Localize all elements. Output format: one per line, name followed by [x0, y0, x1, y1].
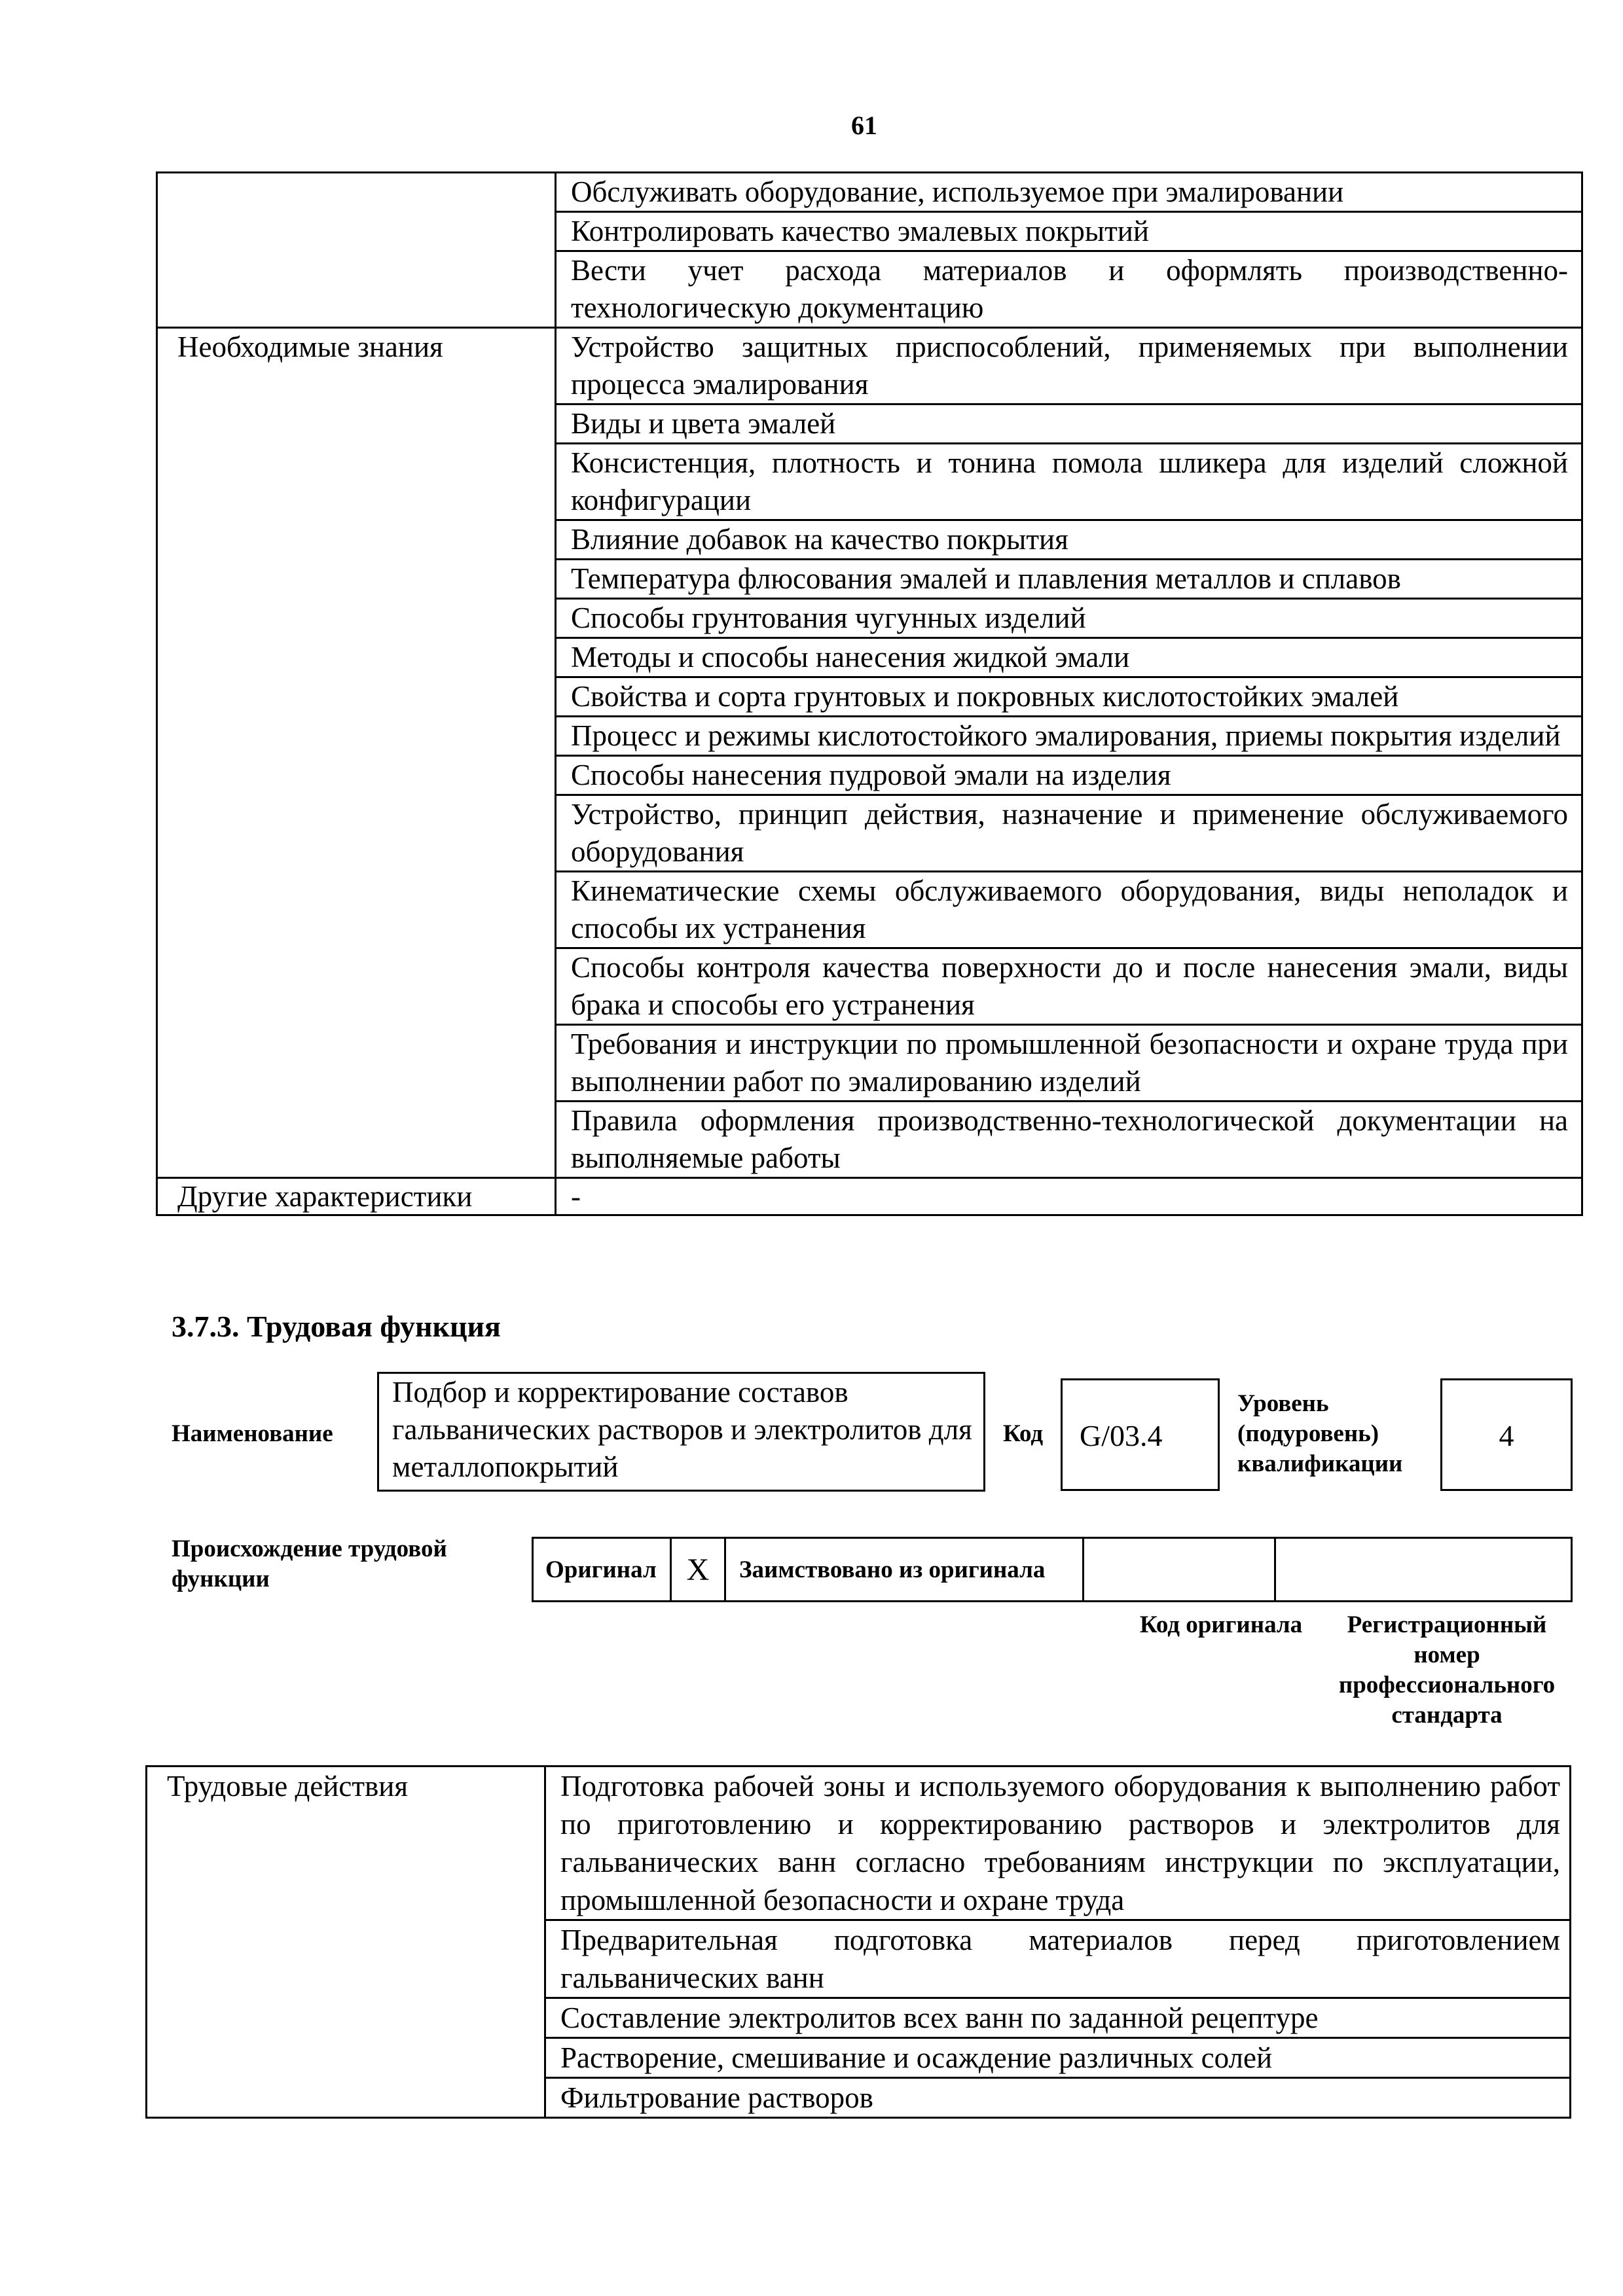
knowledge-item: Влияние добавок на качество покрытия	[556, 520, 1582, 560]
action-item: Составление электролитов всех ванн по заданной рецептуре	[545, 1998, 1571, 2038]
knowledge-item: Температура флюсования эмалей и плавления металлов и сплавов	[556, 560, 1582, 599]
other-characteristics-value: -	[556, 1178, 1582, 1215]
knowledge-item: Виды и цвета эмалей	[556, 404, 1582, 444]
action-item: Предварительная подготовка материалов перед приготовлением гальванических ванн	[545, 1920, 1571, 1998]
knowledge-item: Требования и инструкции по промышленной безопасности и охране труда при выполнении работ по эмалированию изделий	[556, 1025, 1582, 1102]
origin-borrowed-label: Заимствовано из оригинала	[725, 1538, 1084, 1602]
section-heading: 3.7.3. Трудовая функция	[172, 1310, 501, 1343]
origin-original-mark: X	[671, 1538, 725, 1602]
knowledge-item: Устройство, принцип действия, назначение и применение обслуживаемого оборудования	[556, 795, 1582, 872]
qualification-level-label: Уровень (подуровень) квалификации	[1237, 1390, 1403, 1477]
table-row	[157, 1178, 1582, 1215]
knowledge-item: Способы контроля качества поверхности до и после нанесения эмали, виды брака и способы его устранения	[556, 948, 1582, 1025]
knowledge-item: Правила оформления производственно-технологической документации на выполняемые работы	[556, 1102, 1582, 1178]
origin-original-label: Оригинал	[533, 1538, 671, 1602]
action-item: Фильтрование растворов	[545, 2078, 1571, 2118]
knowledge-item: Методы и способы нанесения жидкой эмали	[556, 638, 1582, 677]
table-row	[533, 1538, 1572, 1602]
empty-label-cell	[157, 173, 556, 328]
knowledge-item: Консистенция, плотность и тонина помола шликера для изделий сложной конфигурации	[556, 444, 1582, 520]
skills-knowledge-table	[156, 171, 1583, 1216]
other-characteristics-label: Другие характеристики	[157, 1178, 556, 1215]
labour-actions-table	[145, 1765, 1571, 2119]
code-label: Код	[1003, 1420, 1044, 1447]
knowledge-item: Способы нанесения пудровой эмали на изделия	[556, 756, 1582, 795]
skill-item: Обслуживать оборудование, используемое при эмалировании	[556, 173, 1582, 212]
origin-label: Происхождение трудовой функции	[172, 1535, 447, 1592]
action-item: Подготовка рабочей зоны и используемого оборудования к выполнению работ по приготовлению и корректированию растворов и электролитов для гальванических ванн согласно требованиям инструкции по эксплуатации, промышленной безопасности и охране труда	[545, 1767, 1571, 1920]
caption-registration-number: Регистрационный номер профессионального стандарта	[1338, 1611, 1556, 1729]
skill-item: Контролировать качество эмалевых покрытий	[556, 212, 1582, 251]
function-name-box: Подбор и корректирование составов гальванических растворов и электролитов для металлопокрытий	[377, 1372, 985, 1492]
page-number: 61	[851, 111, 877, 140]
origin-table	[532, 1537, 1573, 1602]
function-code-box: G/03.4	[1061, 1378, 1220, 1491]
knowledge-item: Устройство защитных приспособлений, применяемых при выполнении процесса эмалирования	[556, 328, 1582, 404]
knowledge-label: Необходимые знания	[157, 328, 556, 1178]
table-row	[147, 1767, 1571, 1920]
knowledge-item: Кинематические схемы обслуживаемого оборудования, виды неполадок и способы их устранения	[556, 872, 1582, 948]
origin-reg-number-cell	[1275, 1538, 1572, 1602]
knowledge-item: Процесс и режимы кислотостойкого эмалирования, приемы покрытия изделий	[556, 717, 1582, 756]
knowledge-item: Свойства и сорта грунтовых и покровных кислотостойких эмалей	[556, 677, 1582, 717]
action-item: Растворение, смешивание и осаждение различных солей	[545, 2038, 1571, 2078]
skill-item: Вести учет расхода материалов и оформлять производственно-технологическую документацию	[556, 251, 1582, 328]
caption-original-code: Код оригинала	[1139, 1611, 1303, 1638]
table-row	[157, 173, 1582, 212]
actions-label: Трудовые действия	[147, 1767, 545, 2118]
knowledge-item: Способы грунтования чугунных изделий	[556, 599, 1582, 638]
origin-code-cell	[1084, 1538, 1275, 1602]
qualification-level-box: 4	[1440, 1378, 1573, 1491]
name-label: Наименование	[172, 1420, 333, 1447]
table-row	[157, 328, 1582, 404]
